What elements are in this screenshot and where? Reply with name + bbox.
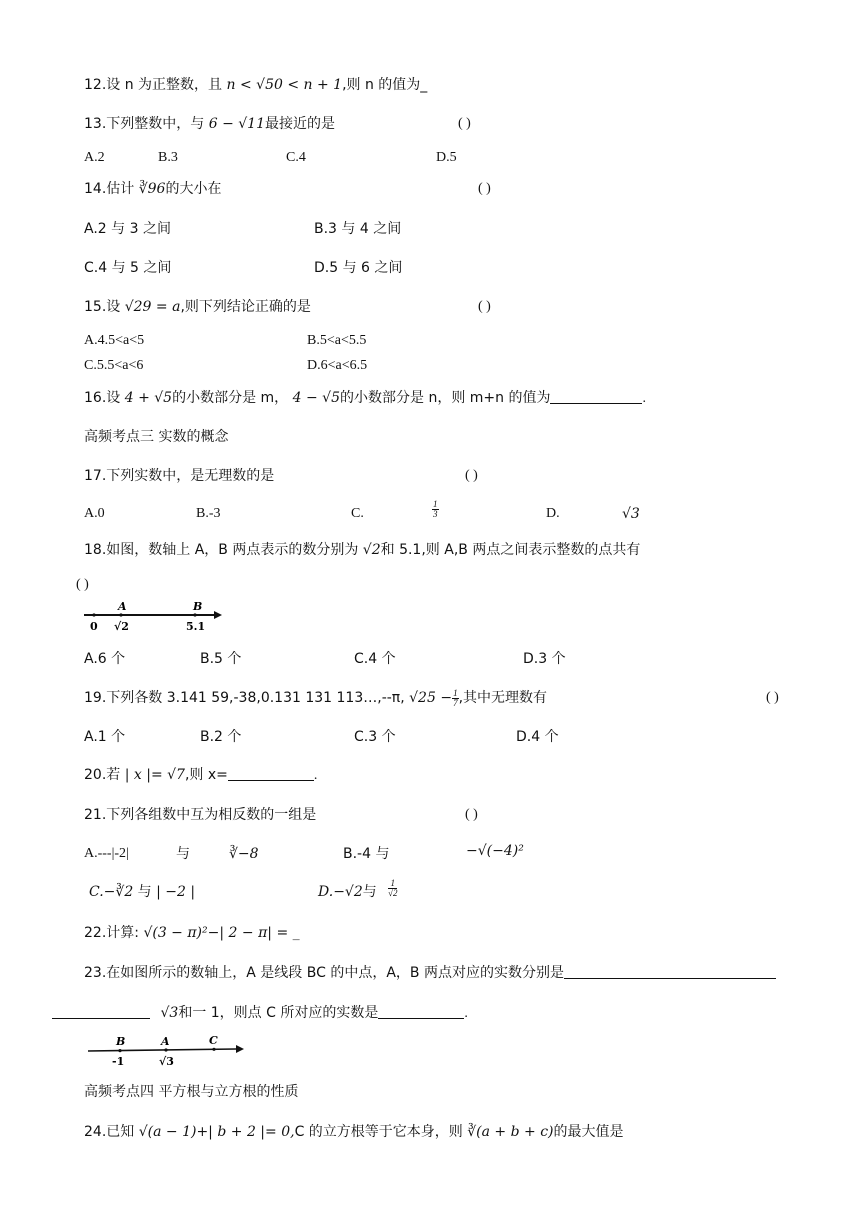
q14-option-a: A.2 与 3 之间 <box>84 221 171 237</box>
section-4-heading: 高频考点四 平方根与立方根的性质 <box>84 1084 299 1100</box>
q13-text-a: 13.下列整数中，与 <box>84 116 209 132</box>
q17-option-d: D. <box>546 506 560 521</box>
q18-text-b: 和 5.1,则 A,B 两点之间表示整数的点共有 <box>380 542 641 558</box>
q15-option-d: D.6<a<6.5 <box>307 358 368 373</box>
q15-text-b: ,则下列结论正确的是 <box>180 299 311 315</box>
q16-math-2: 4 − √5 <box>292 390 341 406</box>
label-b: B <box>116 1035 126 1048</box>
q16-text-c: 的小数部分是 n，则 m+n 的值为 <box>340 390 551 406</box>
q14-answer-paren: ( ) <box>478 181 491 196</box>
question-22 <box>84 924 300 943</box>
label-zero: 0 <box>90 620 98 633</box>
q17-option-a: A.0 <box>84 506 105 521</box>
section-3-heading: 高频考点三 实数的概念 <box>84 429 229 445</box>
fraction-numerator: 1 <box>388 879 397 889</box>
q17-option-b: B.-3 <box>196 506 221 521</box>
q19-math: √25 <box>409 690 436 706</box>
q15-math: √29 = a <box>124 299 181 315</box>
q19-option-a: A.1 个 <box>84 729 126 745</box>
q21-answer-paren: ( ) <box>465 807 478 822</box>
q20-text-c: . <box>313 768 318 783</box>
q20-text-a: 20.若 <box>84 767 125 783</box>
q12-text-a: 12.设 n 为正整数，且 <box>84 77 227 93</box>
point-c <box>212 1048 215 1051</box>
q14-math: ∛96 <box>138 181 166 197</box>
number-line-arrow <box>236 1045 244 1053</box>
q24-text-b: +| b + 2 |= 0, <box>196 1124 295 1140</box>
q18-answer-paren: ( ) <box>76 577 89 592</box>
q15-option-a: A.4.5<a<5 <box>84 333 145 348</box>
q21-option-a-label: A.---|-2| <box>84 846 129 861</box>
label-minus-1: -1 <box>112 1055 125 1068</box>
q21-option-d <box>318 883 377 902</box>
q19-minus: − <box>435 690 453 706</box>
q15-option-c: C.5.5<a<6 <box>84 358 144 373</box>
question-23 <box>84 964 776 983</box>
q17-option-d-sqrt: √3 <box>622 506 640 522</box>
q22-math: √(3 − π)²−| 2 − π| = _ <box>143 925 300 941</box>
label-a: A <box>161 1035 170 1048</box>
q21-option-a-connector: 与 <box>176 846 190 862</box>
question-14 <box>84 180 221 199</box>
q16-math-1: 4 + √5 <box>124 390 173 406</box>
q23-text-c: 和一 1，则点 C 所对应的实数是 <box>178 1005 379 1021</box>
question-24 <box>84 1123 624 1142</box>
q12-text-b: ,则 n 的值为_ <box>342 77 428 93</box>
question-13 <box>84 115 335 134</box>
q18-text-a: 18.如图，数轴上 A，B 两点表示的数分别为 <box>84 542 363 558</box>
question-23-continued <box>52 1004 468 1023</box>
label-sqrt2: √2 <box>114 620 129 633</box>
fraction-numerator: 1 <box>433 499 438 509</box>
q24-math-2: ∛(a + b + c) <box>467 1124 554 1140</box>
q23-sqrt3: √3 <box>160 1005 179 1021</box>
q16-text-d: . <box>642 391 646 406</box>
q21-option-b-label: B.-4 与 <box>343 846 390 862</box>
q19-option-d: D.4 个 <box>516 729 559 745</box>
q20-math: | x |= √7 <box>124 767 185 783</box>
q18-option-b: B.5 个 <box>200 651 242 667</box>
point-b <box>118 1049 121 1052</box>
label-sqrt3: √3 <box>159 1055 174 1068</box>
label-b: B <box>193 600 203 613</box>
q15-answer-paren: ( ) <box>478 299 491 314</box>
q15-text-a: 15.设 <box>84 299 125 315</box>
question-19 <box>84 689 547 708</box>
q24-math-1: √(a − 1) <box>138 1124 197 1140</box>
label-5-1: 5.1 <box>186 620 206 633</box>
q19-text-b: ,其中无理数有 <box>458 690 548 706</box>
q19-option-c: C.3 个 <box>354 729 396 745</box>
point-a <box>119 613 122 616</box>
question-20 <box>84 766 317 785</box>
q18-option-a: A.6 个 <box>84 651 126 667</box>
q21-option-d-fraction <box>388 879 397 898</box>
point-zero <box>92 613 95 616</box>
q14-text-b: 的大小在 <box>165 181 222 197</box>
q14-option-d: D.5 与 6 之间 <box>314 260 403 276</box>
question-18 <box>84 541 640 560</box>
q18-math: √2 <box>362 542 381 558</box>
q23-text-a: 23.在如图所示的数轴上，A 是线段 BC 的中点，A，B 两点对应的实数分别是 <box>84 965 564 981</box>
q21-option-b-math: −√(−4)² <box>466 843 524 859</box>
q14-option-b: B.3 与 4 之间 <box>314 221 402 237</box>
q23-answer-blank-2 <box>52 1004 150 1019</box>
question-21: 21.下列各组数中互为相反数的一组是 <box>84 807 317 823</box>
q21-option-c-label: C. <box>89 884 104 900</box>
fraction-denominator: 7 <box>453 698 458 709</box>
q14-option-c: C.4 与 5 之间 <box>84 260 172 276</box>
q21-option-d-label: D. <box>318 884 334 900</box>
fraction-denominator: √2 <box>388 888 398 898</box>
q13-option-b: B.3 <box>158 150 178 165</box>
q16-text-b: 的小数部分是 m， <box>172 390 293 406</box>
q22-text-a: 22.计算: <box>84 925 144 941</box>
q19-option-b: B.2 个 <box>200 729 242 745</box>
q13-answer-paren: ( ) <box>458 116 471 131</box>
q23-text-d: . <box>464 1006 468 1021</box>
fraction-denominator: 3 <box>433 509 438 519</box>
q19-answer-paren: ( ) <box>766 690 779 705</box>
q13-option-c: C.4 <box>286 150 306 165</box>
q18-option-c: C.4 个 <box>354 651 396 667</box>
q23-answer-blank-3 <box>378 1004 464 1019</box>
q24-text-d: 的最大值是 <box>553 1124 624 1140</box>
q21-option-a-math: ∛−8 <box>229 846 259 862</box>
label-c: C <box>209 1034 218 1047</box>
label-a: A <box>118 600 127 613</box>
q17-option-c: C. <box>351 506 364 521</box>
q18-number-line-figure <box>82 598 222 634</box>
point-a <box>164 1048 167 1051</box>
q16-text-a: 16.设 <box>84 390 125 406</box>
q21-option-c-connector: 与 <box>133 884 157 900</box>
q23-answer-blank-1 <box>564 964 776 979</box>
q24-text-a: 24.已知 <box>84 1124 139 1140</box>
point-b <box>193 613 196 616</box>
q13-option-a: A.2 <box>84 150 105 165</box>
q21-option-c <box>89 883 195 902</box>
question-17: 17.下列实数中，是无理数的是 <box>84 468 275 484</box>
question-16 <box>84 389 646 408</box>
q21-option-d-math: −√2 <box>333 884 363 900</box>
q18-option-d: D.3 个 <box>523 651 566 667</box>
q15-option-b: B.5<a<5.5 <box>307 333 367 348</box>
q20-text-b: ,则 x= <box>184 767 228 783</box>
number-line-arrow <box>214 611 222 619</box>
q12-math: n < √50 < n + 1 <box>226 77 343 93</box>
q21-option-d-connector: 与 <box>362 884 377 900</box>
q21-option-c-abs: | −2 | <box>156 884 196 900</box>
q17-answer-paren: ( ) <box>465 468 478 483</box>
q23-number-line-figure <box>86 1034 246 1070</box>
q21-option-c-math: −∛2 <box>103 884 134 900</box>
q13-math: 6 − √11 <box>208 116 265 132</box>
q16-answer-blank <box>550 389 642 404</box>
fraction-numerator: 1 <box>453 688 458 699</box>
q17-option-c-fraction <box>432 500 439 519</box>
question-12 <box>84 76 427 95</box>
q24-text-c: C 的立方根等于它本身，则 <box>294 1124 468 1140</box>
q20-answer-blank <box>228 766 314 781</box>
question-15 <box>84 298 311 317</box>
q13-option-d: D.5 <box>436 150 457 165</box>
q19-text-a: 19.下列各数 3.141 59,-38,0.131 131 113…,--π, <box>84 690 410 706</box>
q13-text-b: 最接近的是 <box>265 116 335 132</box>
q14-text-a: 14.估计 <box>84 181 139 197</box>
